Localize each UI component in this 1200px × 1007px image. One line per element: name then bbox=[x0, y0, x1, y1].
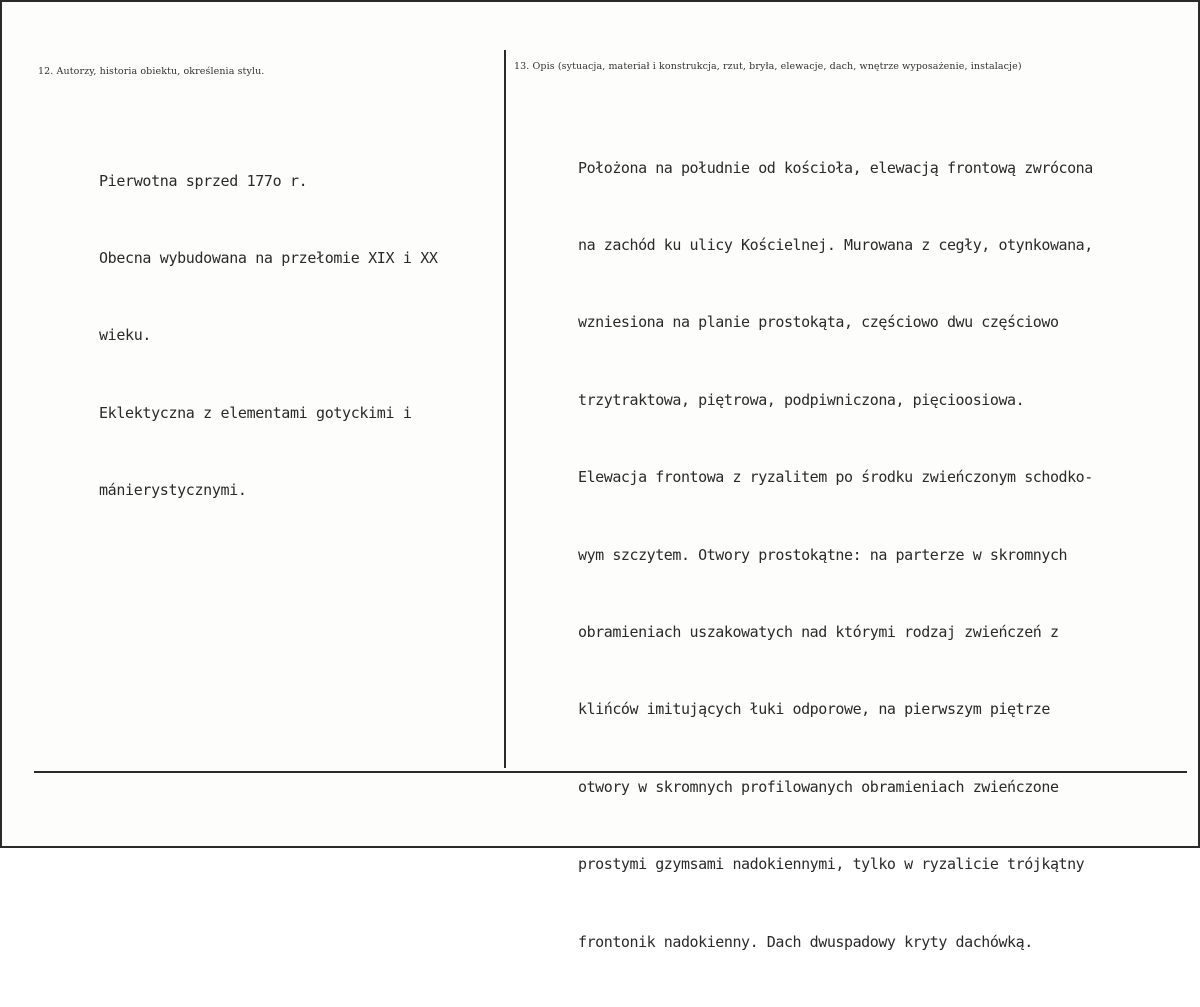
text-line: prostymi gzymsami nadokiennymi, tylko w ryzalicie trójkątny bbox=[578, 855, 1085, 874]
text-line: mánierystycznymi. bbox=[99, 481, 247, 500]
text-line: obramieniach uszakowatych nad którymi rodzaj zwieńczeń z bbox=[578, 622, 1059, 641]
text-line: Obecna wybudowana na przełomie XIX i XX bbox=[99, 248, 438, 267]
section-13-text bbox=[578, 104, 1093, 1007]
text-line: wzniesiona na planie prostokąta, częściowo dwu częściowo bbox=[578, 313, 1059, 332]
text-line: na zachód ku ulicy Kościelnej. Murowana z cegły, otynkowana, bbox=[578, 235, 1093, 254]
text-line: frontonik nadokienny. Dach dwuspadowy kryty dachówką. bbox=[578, 932, 1033, 951]
text-line: Pierwotna sprzed 177o r. bbox=[99, 171, 308, 190]
text-line: Elewacja frontowa z ryzalitem po środku zwieńczonym schodko- bbox=[578, 468, 1093, 487]
text-line: otwory w skromnych profilowanych obramieniach zwieńczone bbox=[578, 777, 1059, 796]
section-13-heading: 13. Opis (sytuacja, materiał i konstrukcja, rzut, bryła, elewacje, dach, wnętrze wyposażenie, instalacje) bbox=[514, 61, 1022, 72]
text-line: trzytraktowa, piętrowa, podpiwniczona, pięcioosiowa. bbox=[578, 390, 1025, 409]
section-12-text bbox=[99, 117, 438, 556]
text-line: klińców imitujących łuki odporowe, na pierwszym piętrze bbox=[578, 700, 1050, 719]
text-line: wieku. bbox=[99, 326, 152, 345]
column-divider bbox=[504, 50, 506, 768]
section-12-heading: 12. Autorzy, historia obiektu, określenia stylu. bbox=[38, 66, 265, 77]
text-line: Położona na południe od kościoła, elewacją frontową zwrócona bbox=[578, 158, 1093, 177]
text-line: Eklektyczna z elementami gotyckimi i bbox=[99, 403, 412, 422]
text-line: wym szczytem. Otwory prostokątne: na parterze w skromnych bbox=[578, 545, 1068, 564]
